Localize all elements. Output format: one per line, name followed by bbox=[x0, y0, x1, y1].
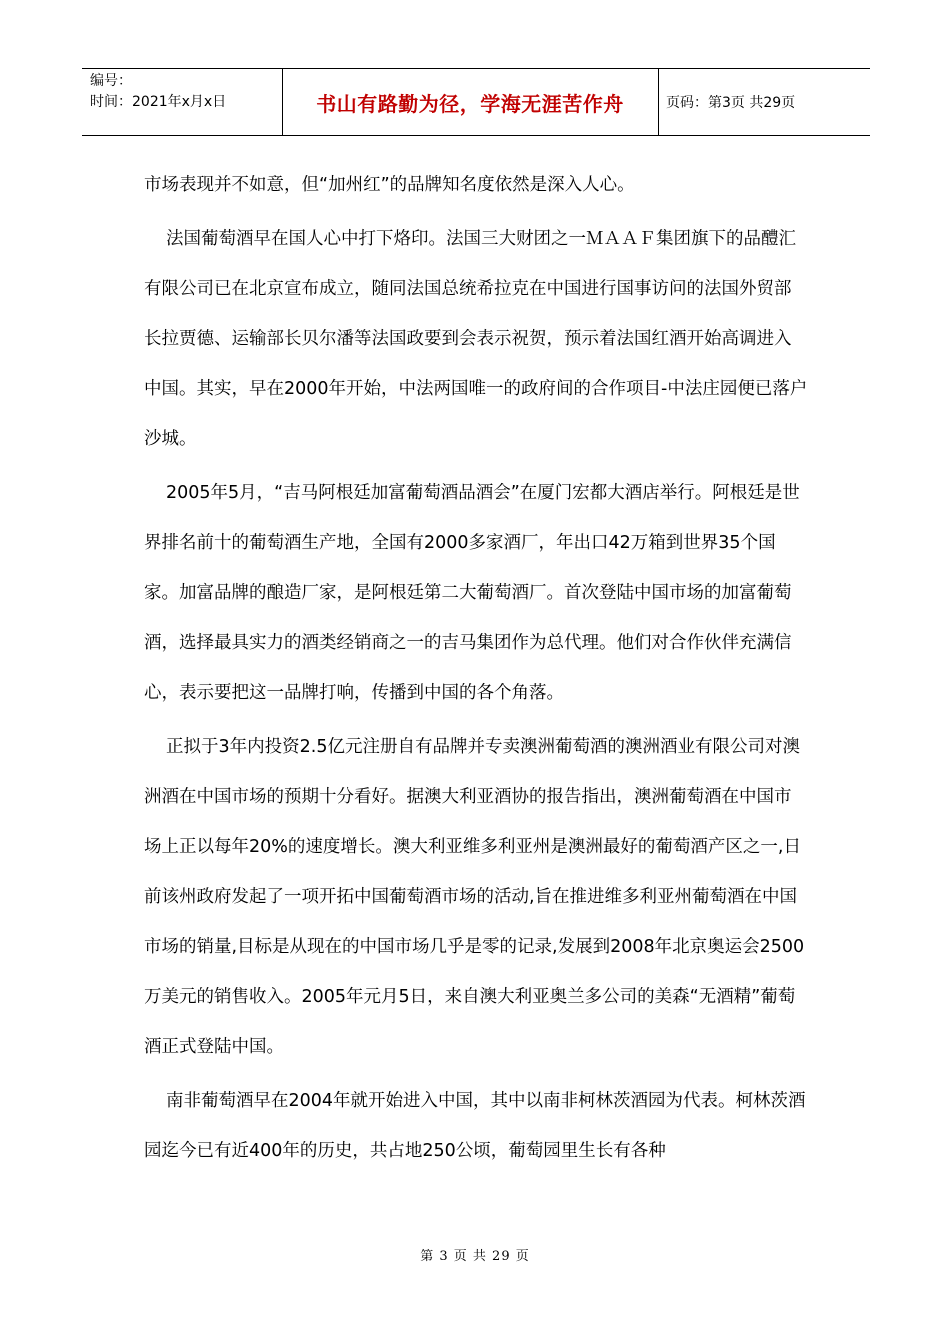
header-motto: 书山有路勤为径，学海无涯苦作舟 bbox=[316, 91, 624, 116]
paragraph-australia: 正拟于3年内投资2.5亿元注册自有品牌并专卖澳洲葡萄酒的澳洲酒业有限公司对澳洲酒在中国市场的预期十分看好。据澳大利亚酒协的报告指出，澳洲葡萄酒在中国市场上正以每年20%的速度增长。澳大利亚维多利亚州是澳洲最好的葡萄酒产区之一,日前该州政府发起了一项开拓中国葡萄酒市场的活动,旨在推进维多利亚州葡萄酒在中国市场的销量,目标是从现在的中国市场几乎是零的记录,发展到2008年北京奥运会2500万美元的销售收入。2005年元月5日，来自澳大利亚奥兰多公司的美森“无酒精”葡萄酒正式登陆中国。 bbox=[144, 737, 805, 1057]
paragraph-continued: 市场表现并不如意，但“加州红”的品牌知名度依然是深入人心。 bbox=[144, 175, 635, 195]
paragraph-south-africa: 南非葡萄酒早在2004年就开始进入中国，其中以南非柯林茨酒园为代表。柯林茨酒园迄今已有近400年的历史，共占地250公顷，葡萄园里生长有各种 bbox=[144, 1091, 806, 1161]
paragraph-argentina: 2005年5月，“吉马阿根廷加富葡萄酒品酒会”在厦门宏都大酒店举行。阿根廷是世界排名前十的葡萄酒生产地，全国有2000多家酒厂，年出口42万箱到世界35个国家。加富品牌的酿造厂家，是阿根廷第二大葡萄酒厂。首次登陆中国市场的加富葡萄酒，选择最具实力的酒类经销商之一的吉马集团作为总代理。他们对合作伙伴充满信心，表示要把这一品牌打响，传播到中国的各个角落。 bbox=[144, 483, 800, 703]
serial-label: 编号： bbox=[90, 73, 132, 89]
header-page-info: 页码：第3页 共29页 bbox=[666, 95, 796, 111]
time-label: 时间：2021年x月x日 bbox=[90, 94, 227, 110]
page-header bbox=[82, 68, 870, 136]
document-body bbox=[144, 160, 808, 1176]
header-divider bbox=[658, 69, 659, 135]
page-footer: 第 3 页 共 29 页 bbox=[420, 1249, 530, 1264]
paragraph-france: 法国葡萄酒早在国人心中打下烙印。法国三大财团之一ＭＡＡＦ集团旗下的品醴汇有限公司已在北京宣布成立，随同法国总统希拉克在中国进行国事访问的法国外贸部长拉贾德、运输部长贝尔潘等法国政要到会表示祝贺，预示着法国红酒开始高调进入中国。其实，早在2000年开始，中法两国唯一的政府间的合作项目-中法庄园便已落户沙城。 bbox=[144, 229, 808, 449]
header-meta bbox=[90, 71, 226, 113]
